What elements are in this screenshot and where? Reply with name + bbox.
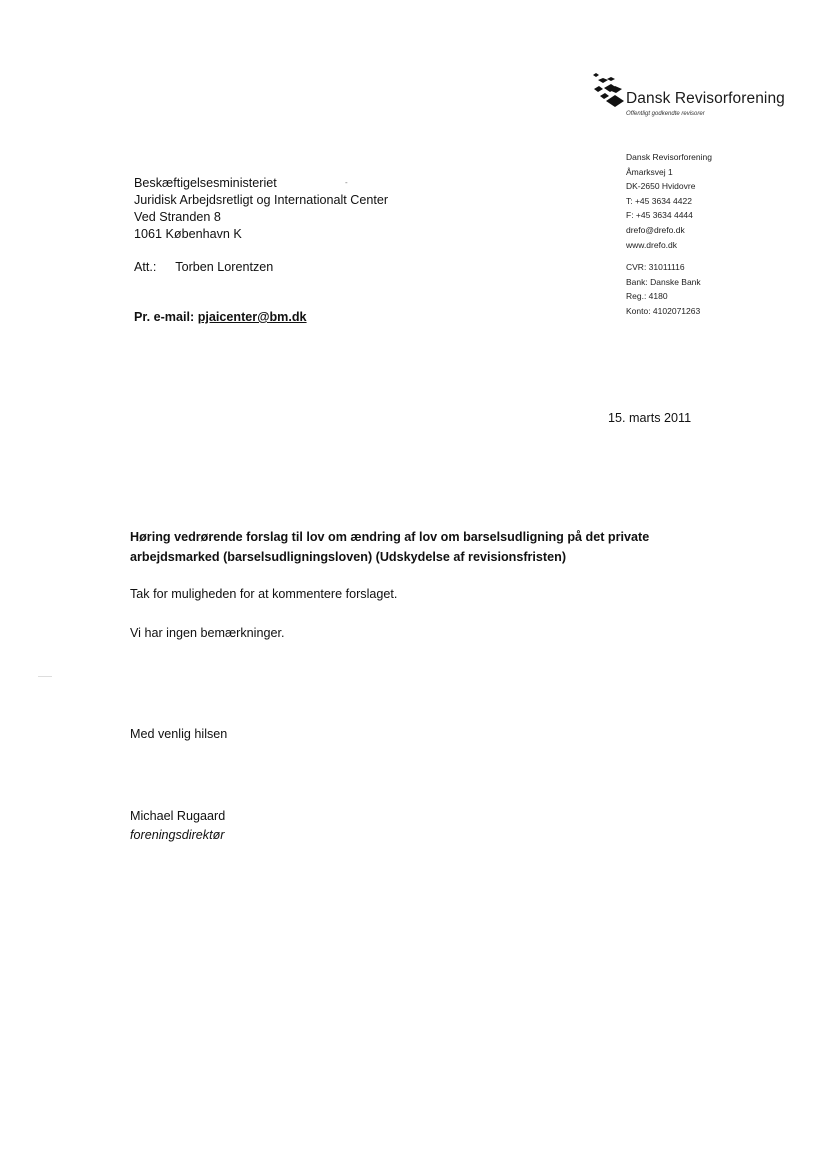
body-paragraph-1: Tak for muligheden for at kommentere forslaget. <box>130 587 398 601</box>
sender-phone: T: +45 3634 4422 <box>626 195 692 206</box>
sender-contact-block <box>626 150 712 319</box>
logo-name: Dansk Revisorforening <box>626 90 785 107</box>
logo-tagline: Offentligt godkendte revisorer <box>626 111 705 117</box>
sender-email: drefo@drefo.dk <box>626 224 685 235</box>
dansk-revisorforening-logo-icon <box>588 72 628 116</box>
scan-mark: - <box>345 178 348 187</box>
subject-line-1: Høring vedrørende forslag til lov om ændring af lov om barselsudligning på det private <box>130 530 650 544</box>
scan-speck <box>38 676 52 677</box>
body-paragraph-2: Vi har ingen bemærkninger. <box>130 626 285 640</box>
signer-name: Michael Rugaard <box>130 809 226 823</box>
attention-line <box>134 259 388 276</box>
sender-org: Dansk Revisorforening <box>626 152 712 162</box>
recipient-line-1: Beskæftigelsesministeriet <box>134 176 277 190</box>
letter-subject <box>130 527 690 567</box>
letterhead-logo <box>588 72 788 122</box>
email-label: Pr. e-mail: <box>134 310 195 324</box>
recipient-line-3: Ved Stranden 8 <box>134 210 221 225</box>
closing-phrase: Med venlig hilsen <box>130 727 228 741</box>
attention-name: Torben Lorentzen <box>175 260 274 275</box>
sender-city: DK-2650 Hvidovre <box>626 181 696 192</box>
letter-date: 15. marts 2011 <box>608 411 692 425</box>
sender-street: Åmarksvej 1 <box>626 166 673 177</box>
sender-reg: Reg.: 4180 <box>626 291 668 302</box>
sender-konto: Konto: 4102071263 <box>626 305 701 316</box>
signer-title: foreningsdirektør <box>130 828 225 842</box>
sender-bank: Bank: Danske Bank <box>626 276 701 287</box>
recipient-line-4: 1061 København K <box>134 227 242 242</box>
attention-label: Att.: <box>134 260 157 275</box>
sender-cvr: CVR: 31011116 <box>626 262 685 273</box>
email-line <box>134 310 307 324</box>
subject-line-2: arbejdsmarked (barselsudligningsloven) (Udskydelse af revisionsfristen) <box>130 550 567 564</box>
email-address-link[interactable]: pjaicenter@bm.dk <box>197 310 307 324</box>
signature-block <box>130 807 225 845</box>
recipient-line-2: Juridisk Arbejdsretligt og Internationalt Center <box>134 193 389 208</box>
sender-fax: F: +45 3634 4444 <box>626 210 693 221</box>
recipient-address <box>134 175 388 276</box>
sender-web: www.drefo.dk <box>626 239 678 250</box>
